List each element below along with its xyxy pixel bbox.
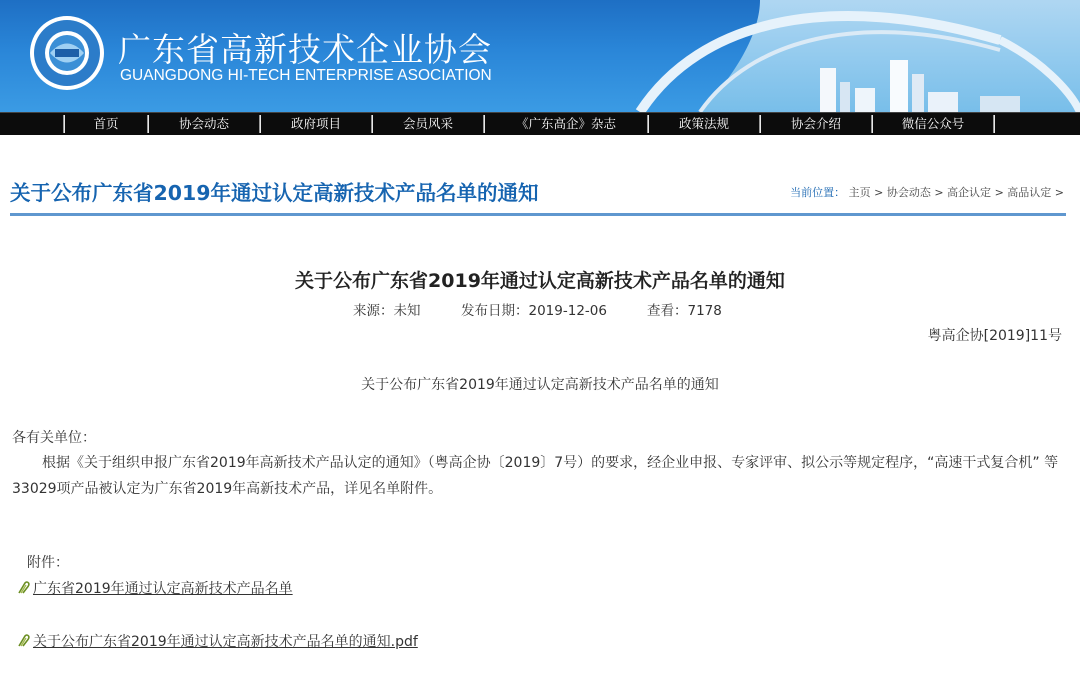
attachment-clip-icon (16, 634, 30, 648)
nav-item-member-showcase[interactable]: 会员风采 (402, 116, 453, 131)
breadcrumb (790, 184, 1064, 200)
breadcrumb-item-product-certification[interactable]: 高品认定 (1007, 186, 1052, 199)
breadcrumb-prefix: 当前位置： (790, 186, 846, 199)
document-number: 粤高企协[2019]11号 (927, 328, 1062, 344)
breadcrumb-item-certification[interactable]: 高企认定 (947, 186, 992, 199)
nav-item-wechat[interactable]: 微信公众号 (901, 116, 965, 131)
nav-item-about[interactable]: 协会介绍 (790, 116, 841, 131)
association-logo (28, 14, 106, 92)
article-date: 发布日期：2019-12-06 (461, 303, 607, 319)
attachment-clip-icon (16, 581, 30, 595)
page-title: 关于公布广东省2019年通过认定高新技术产品名单的通知 (10, 181, 539, 205)
breadcrumb-separator: > (1054, 186, 1064, 199)
attachment-label: 关于公布广东省2019年通过认定高新技术产品名单的通知.pdf (33, 634, 418, 650)
nav-item-association-news[interactable]: 协会动态 (178, 116, 229, 131)
nav-item-home[interactable]: 首页 (93, 116, 119, 131)
main-navigation (0, 112, 1080, 135)
article-views: 查看：7178 (647, 303, 722, 319)
page-title-bar (10, 172, 1066, 216)
breadcrumb-separator: > (994, 186, 1008, 199)
attachments-label: 附件： (27, 555, 69, 571)
article-title: 关于公布广东省2019年通过认定高新技术产品名单的通知 (295, 270, 785, 292)
nav-item-magazine[interactable]: 《广东高企》杂志 (515, 116, 616, 131)
article-body: 根据《关于组织申报广东省2019年高新技术产品认定的通知》（粤高企协〔2019〕7号）的要求，经企业申报、专家评审、拟公示等规定程序，“高速干式复合机” 等33029项产品被认定为广东省2019年高新技术产品，详见名单附件。 (12, 455, 1059, 497)
article-subtitle: 关于公布广东省2019年通过认定高新技术产品名单的通知 (361, 377, 719, 393)
nav-item-government-projects[interactable]: 政府项目 (290, 116, 341, 131)
breadcrumb-separator: > (874, 186, 887, 199)
breadcrumb-item-news[interactable]: 协会动态 (886, 186, 931, 199)
attachment-link[interactable] (16, 578, 293, 598)
site-header-banner (0, 0, 1080, 112)
nav-item-policies[interactable]: 政策法规 (678, 116, 729, 131)
site-subtitle: GUANGDONG HI-TECH ENTERPRISE ASOCIATION (120, 67, 492, 84)
breadcrumb-separator: > (934, 186, 948, 199)
article-salutation: 各有关单位： (12, 430, 96, 446)
article-source: 来源：未知 (353, 303, 421, 319)
site-title: 广东省高新技术企业协会 (118, 30, 492, 69)
nav-separator (993, 115, 995, 133)
attachment-label: 广东省2019年通过认定高新技术产品名单 (33, 581, 293, 597)
attachment-link[interactable] (16, 631, 418, 651)
breadcrumb-item-home[interactable]: 主页 (848, 186, 871, 199)
